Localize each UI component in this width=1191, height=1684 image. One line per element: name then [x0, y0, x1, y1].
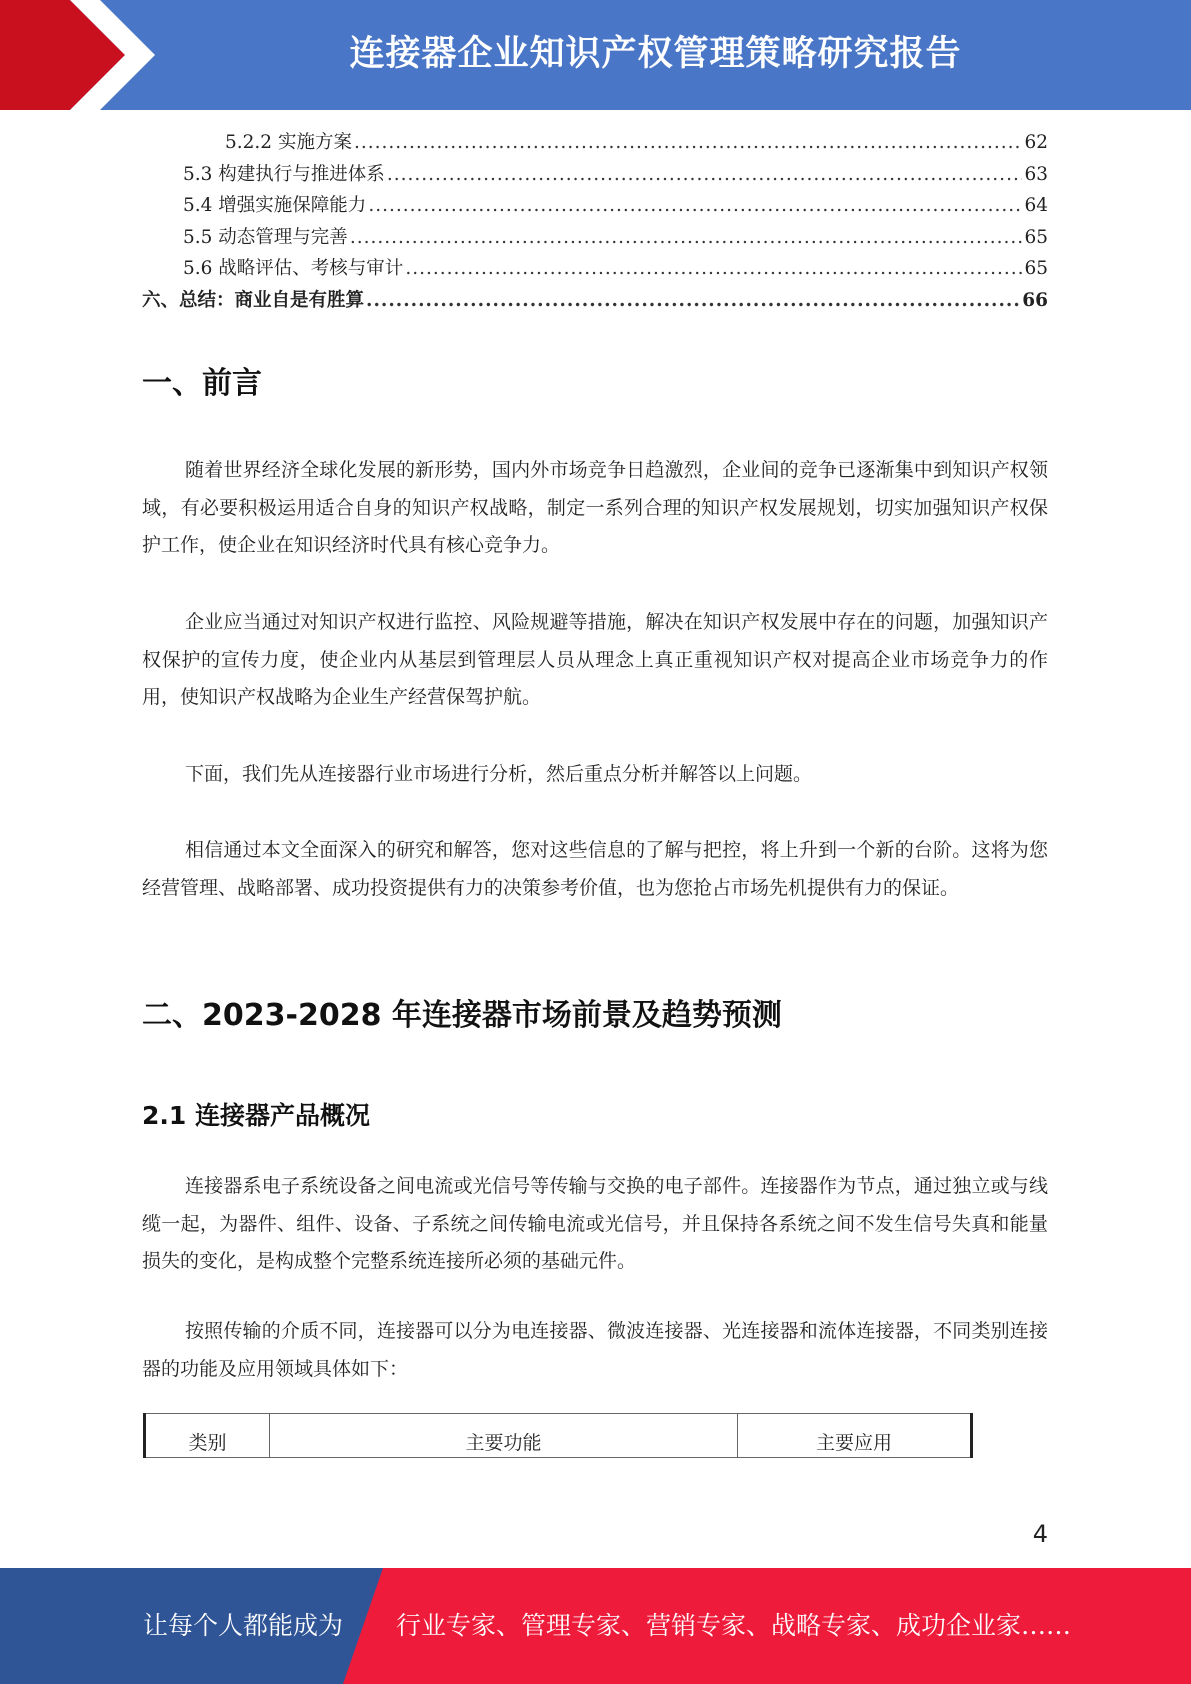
toc-entry-label: 5.4 增强实施保障能力: [183, 195, 367, 216]
toc-entry-label: 5.5 动态管理与完善: [183, 226, 348, 248]
toc-entry-page: 65: [1024, 258, 1048, 279]
header-banner: [0, 0, 1191, 110]
section-heading-preface: 一、前言: [142, 366, 262, 401]
toc-leader-dots: [405, 258, 1022, 279]
toc-entry[interactable]: [142, 223, 1048, 255]
footer-slogan-left: 让每个人都能成为: [143, 1611, 344, 1640]
toc-entry-page: 64: [1024, 195, 1048, 216]
table-of-contents: [142, 128, 1048, 317]
paragraph: 下面，我们先从连接器行业市场进行分析，然后重点分析并解答以上问题。: [185, 763, 813, 785]
toc-entry[interactable]: [142, 128, 1048, 160]
subsection-heading-product-overview: 2.1 连接器产品概况: [142, 1101, 370, 1130]
table-header-cell: 类别: [145, 1414, 270, 1458]
report-title: 连接器企业知识产权管理策略研究报告: [349, 34, 962, 74]
toc-entry-label: 5.3 构建执行与推进体系: [183, 163, 385, 185]
toc-entry[interactable]: [142, 160, 1048, 192]
toc-leader-dots: [387, 164, 1023, 185]
paragraph: 连接器系电子系统设备之间电流或光信号等传输与交换的电子部件。连接器作为节点，通过独立或与线缆一起，为器件、组件、设备、子系统之间传输电流或光信号，并且保持各系统之间不发生信号失真和能量损失的变化，是构成整个完整系统连接所必须的基础元件。: [142, 1175, 1048, 1272]
footer-banner: [0, 1568, 1191, 1684]
toc-entry-label: 5.6 战略评估、考核与审计: [183, 258, 404, 279]
toc-entry-label: 六、总结：商业自是有胜算: [142, 289, 365, 311]
connector-category-table: [143, 1413, 973, 1458]
toc-entry-page: 65: [1024, 226, 1048, 248]
table-header-cell: 主要功能: [270, 1414, 738, 1458]
toc-entry-page: 62: [1024, 132, 1048, 153]
paragraph: 按照传输的介质不同，连接器可以分为电连接器、微波连接器、光连接器和流体连接器，不同类别连接器的功能及应用领域具体如下：: [142, 1320, 1048, 1380]
toc-leader-dots: [368, 195, 1022, 216]
toc-leader-dots: [366, 290, 1020, 311]
toc-leader-dots: [350, 227, 1023, 248]
table-header-row: [145, 1414, 972, 1458]
paragraph: 相信通过本文全面深入的研究和解答，您对这些信息的了解与把控，将上升到一个新的台阶。这将为您经营管理、战略部署、成功投资提供有力的决策参考价值，也为您抢占市场先机提供有力的保证。: [142, 839, 1048, 899]
page-number: 4: [1032, 1520, 1048, 1548]
toc-entry[interactable]: [142, 254, 1048, 286]
toc-entry-label: 5.2.2 实施方案: [225, 132, 352, 153]
toc-entry[interactable]: [142, 191, 1048, 223]
paragraph: 随着世界经济全球化发展的新形势，国内外市场竞争日趋激烈，企业间的竞争已逐渐集中到知识产权领域，有必要积极运用适合自身的知识产权战略，制定一系列合理的知识产权发展规划，切实加强知识产权保护工作，使企业在知识经济时代具有核心竞争力。: [142, 459, 1048, 556]
paragraph: 企业应当通过对知识产权进行监控、风险规避等措施，解决在知识产权发展中存在的问题，加强知识产权保护的宣传力度，使企业内从基层到管理层人员从理念上真正重视知识产权对提高企业市场竞争力的作用，使知识产权战略为企业生产经营保驾护航。: [142, 611, 1048, 708]
toc-entry[interactable]: [142, 286, 1048, 318]
header-arrow-decoration: [0, 0, 160, 110]
footer-slogan-right: 行业专家、管理专家、营销专家、战略专家、成功企业家……: [396, 1611, 1072, 1640]
table-header-cell: 主要应用: [738, 1414, 972, 1458]
toc-entry-page: 63: [1024, 163, 1048, 185]
toc-leader-dots: [354, 132, 1023, 153]
section-heading-market-forecast: 二、2023-2028 年连接器市场前景及趋势预测: [142, 998, 782, 1033]
toc-entry-page: 66: [1022, 289, 1048, 311]
